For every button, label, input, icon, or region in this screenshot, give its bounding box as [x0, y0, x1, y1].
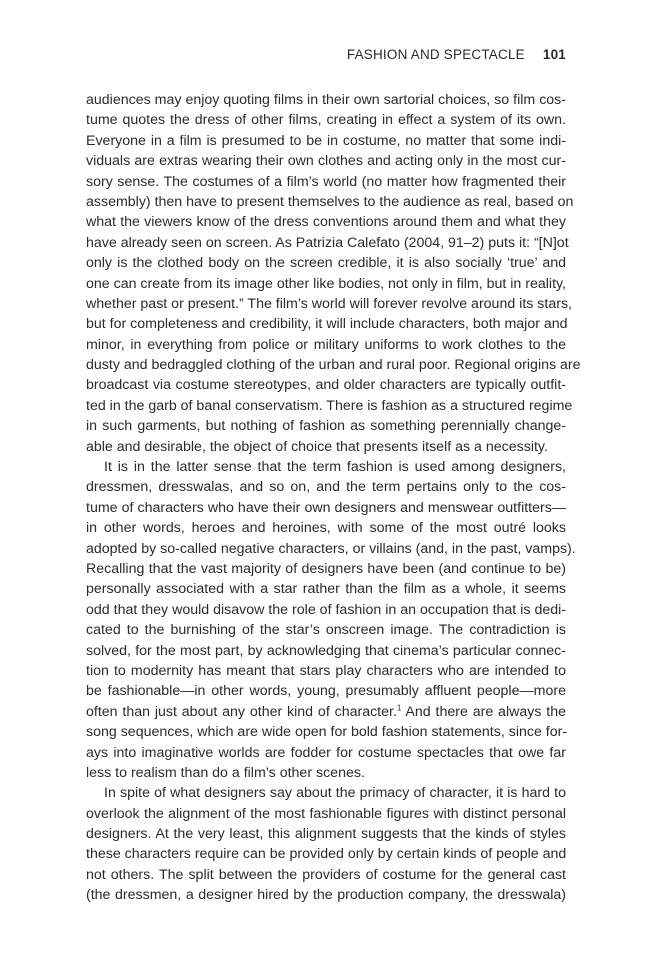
paragraph	[86, 783, 566, 905]
text-line: designers. At the very least, this alignment suggests that the kinds of styles	[86, 826, 566, 843]
running-header	[347, 47, 566, 62]
text-line: ays into imaginative worlds are fodder for costume spectacles that owe far	[86, 744, 566, 761]
text-line: odd that they would disavow the role of fashion in an occupation that is dedi-	[86, 601, 566, 618]
text-line: adopted by so-called negative characters, or villains (and, in the past, vamps).	[86, 540, 576, 557]
running-header-title: FASHION AND SPECTACLE	[346, 47, 525, 62]
text-line: not others. The split between the providers of costume for the general cast	[86, 866, 566, 883]
text-line: Recalling that the vast majority of designers have been (and continue to be)	[86, 560, 566, 577]
text-line: In spite of what designers say about the primacy of character, it is hard to	[104, 785, 566, 802]
text-line: overlook the alignment of the most fashionable figures with distinct personal	[86, 805, 566, 822]
text-line: often than just about any other kind of character.$^1$ And there are always the	[86, 702, 566, 720]
text-line: (the dressmen, a designer hired by the production company, the dresswala)	[86, 887, 566, 904]
text-line: Everyone in a film is presumed to be in costume, no matter that some indi-	[86, 132, 566, 149]
text-line: whether past or present.” The film’s world will forever revolve around its stars,	[86, 295, 572, 312]
paragraph	[86, 90, 581, 457]
text-line: assembly) then have to present themselves to the audience as real, based on	[86, 193, 574, 210]
text-line: It is in the latter sense that the term fashion is used among designers,	[104, 459, 566, 476]
text-line: be fashionable—in other words, young, presumably affluent people—more	[86, 683, 566, 700]
text-line: song sequences, which are wide open for bold fashion statements, since for-	[86, 724, 568, 741]
text-line: less to realism than do a film’s other scenes.	[86, 764, 365, 781]
text-line: these characters require can be provided only by certain kinds of people and	[86, 846, 567, 863]
text-line: solved, for the most part, by acknowledging that cinema’s particular connec-	[86, 642, 566, 659]
text-line: in such garments, but nothing of fashion as something perennially change-	[86, 418, 566, 435]
body-text	[86, 90, 581, 906]
text-line: in other words, heroes and heroines, with some of the most outré looks	[86, 520, 566, 537]
footnote-marker[interactable]: 1	[396, 702, 402, 712]
text-line: viduals are extras wearing their own clothes and acting only in the most cur-	[86, 153, 566, 170]
text-line: minor, in everything from police or military uniforms to work clothes to the	[86, 336, 566, 353]
text-line: but for completeness and credibility, it will include characters, both major and	[86, 316, 568, 333]
text-line: what the viewers know of the dress conventions around them and what they	[86, 214, 566, 231]
text-line: tume quotes the dress of other films, creating in effect a system of its own.	[86, 112, 566, 129]
paragraph	[86, 457, 576, 783]
text-line: sory sense. The costumes of a film’s world (no matter how fragmented their	[86, 173, 566, 190]
text-line: have already seen on screen. As Patrizia Calefato (2004, 91–2) puts it: “[N]ot	[86, 234, 569, 251]
text-line: cated to the burnishing of the star’s onscreen image. The contradiction is	[86, 622, 566, 639]
text-line: ted in the garb of banal conservatism. There is fashion as a structured regime	[86, 397, 573, 414]
text-line: able and desirable, the object of choice that presents itself as a necessity.	[86, 438, 548, 455]
text-line: only is the clothed body on the screen credible, it is also socially ‘true’ and	[86, 255, 566, 272]
text-line: broadcast via costume stereotypes, and older characters are typically outfit-	[86, 377, 566, 394]
text-line: one can create from its image other like bodies, not only in film, but in reality,	[86, 275, 566, 292]
text-line: dressmen, dresswalas, and so on, and the term pertains only to the cos-	[86, 479, 566, 496]
page-number: 101	[542, 47, 566, 62]
text-line: tion to modernity has meant that stars play characters who are intended to	[86, 662, 566, 679]
text-line: tume of characters who have their own designers and menswear outfitters—	[86, 499, 566, 516]
text-line: personally associated with a star rather than the film as a whole, it seems	[86, 581, 566, 598]
text-line: audiences may enjoy quoting films in their own sartorial choices, so film cos-	[86, 92, 566, 108]
text-line: dusty and bedraggled clothing of the urban and rural poor. Regional origins are	[86, 357, 581, 374]
